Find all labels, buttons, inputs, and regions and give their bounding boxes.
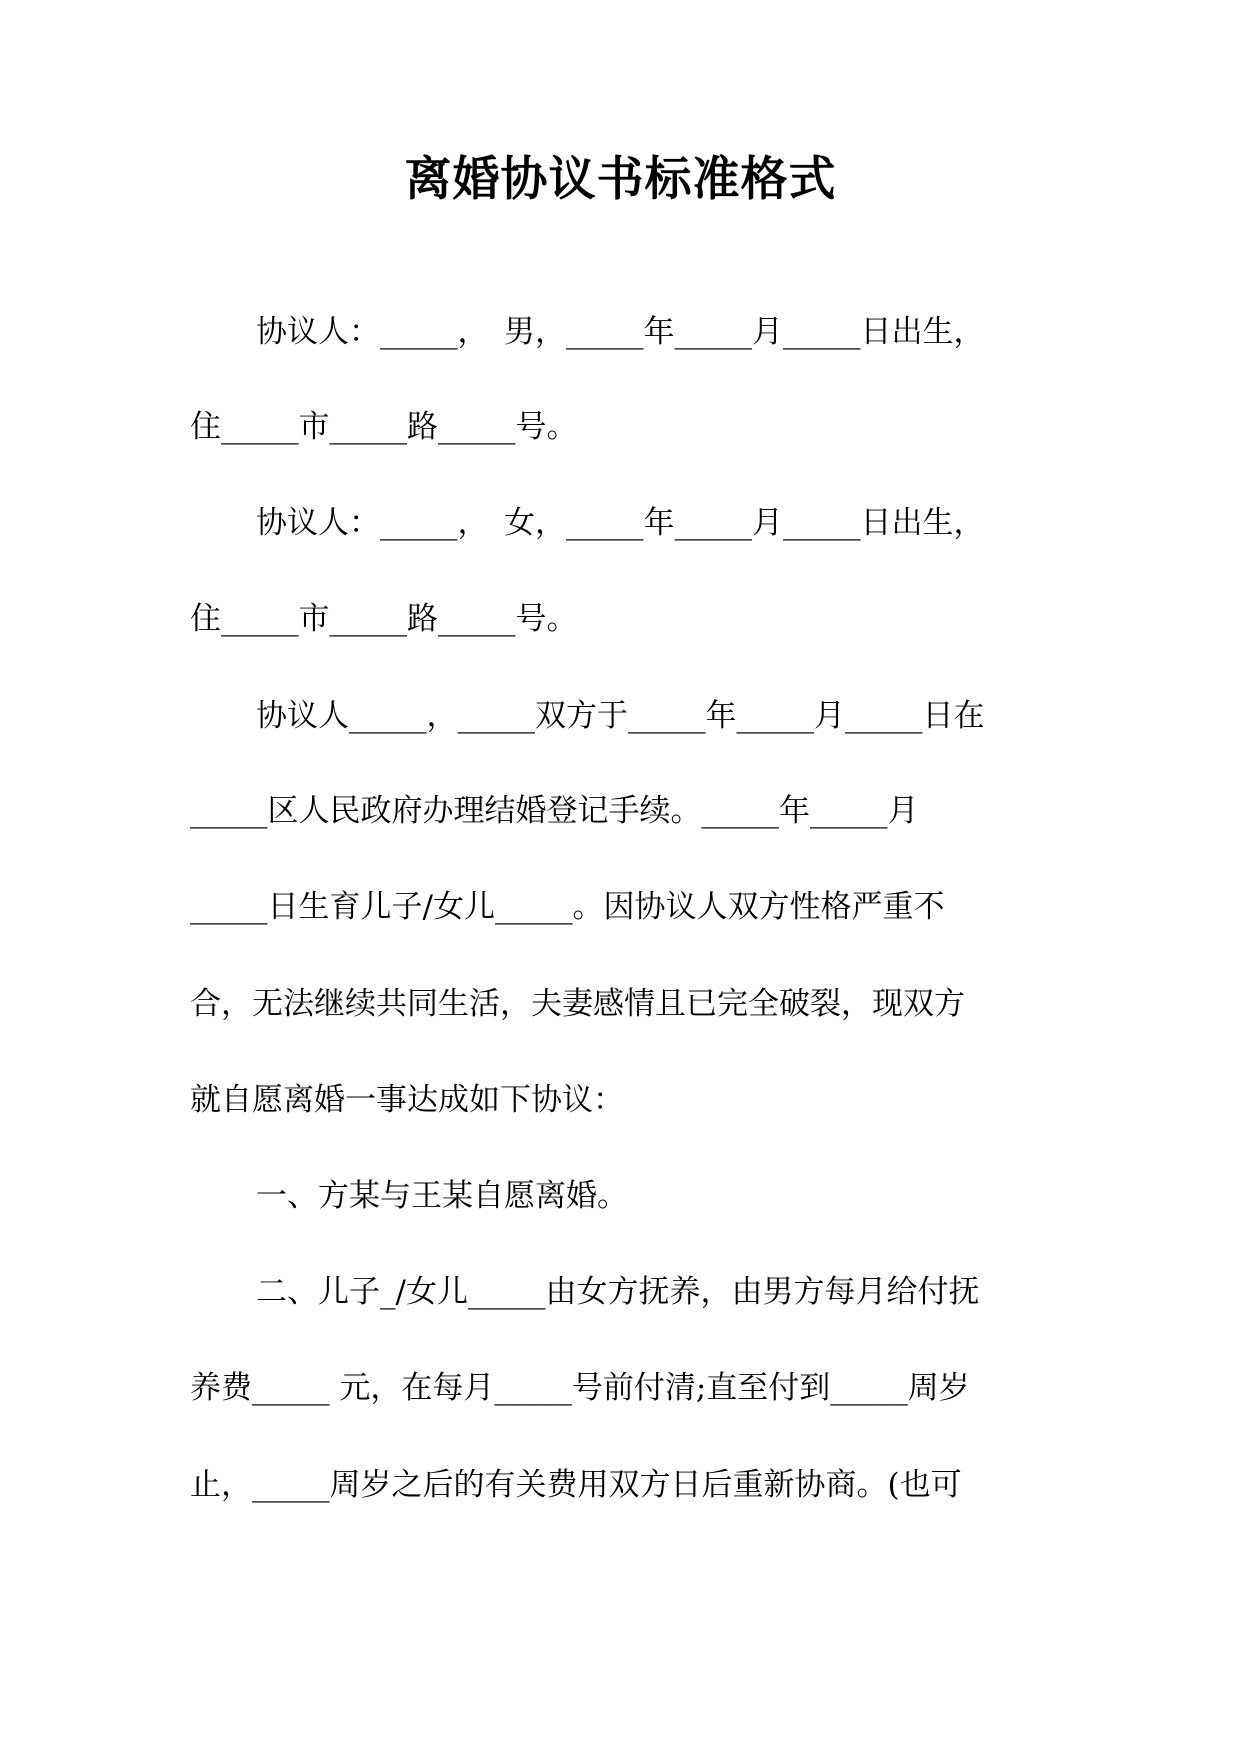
document-title: 离婚协议书标准格式 (404, 152, 837, 207)
text-line: 协议人：_____， 女，_____年_____月_____日出生， (256, 505, 985, 541)
text-line: 就自愿离婚一事达成如下协议： (190, 1082, 624, 1118)
text-line: 止，_____周岁之后的有关费用双方日后重新协商。(也可 (190, 1467, 962, 1503)
text-line: 合，无法继续共同生活，夫妻感情且已完全破裂，现双方 (190, 986, 965, 1022)
text-line: 住_____市_____路_____号。 (190, 601, 578, 637)
text-line: 住_____市_____路_____号。 (190, 409, 578, 445)
text-line: _____日生育儿子/女儿_____。因协议人双方性格严重不 (190, 889, 945, 925)
text-line: 协议人_____，_____双方于_____年_____月_____日在 (256, 698, 985, 734)
text-line: _____区人民政府办理结婚登记手续。_____年_____月 (190, 793, 919, 829)
text-line: 养费_____ 元，在每月_____号前付清;直至付到_____周岁 (190, 1370, 970, 1406)
text-line: 二、儿子_/女儿_____由女方抚养，由男方每月给付抚 (256, 1274, 980, 1310)
text-line: 一、方某与王某自愿离婚。 (256, 1178, 628, 1214)
text-line: 协议人：_____， 男，_____年_____月_____日出生， (256, 314, 985, 350)
